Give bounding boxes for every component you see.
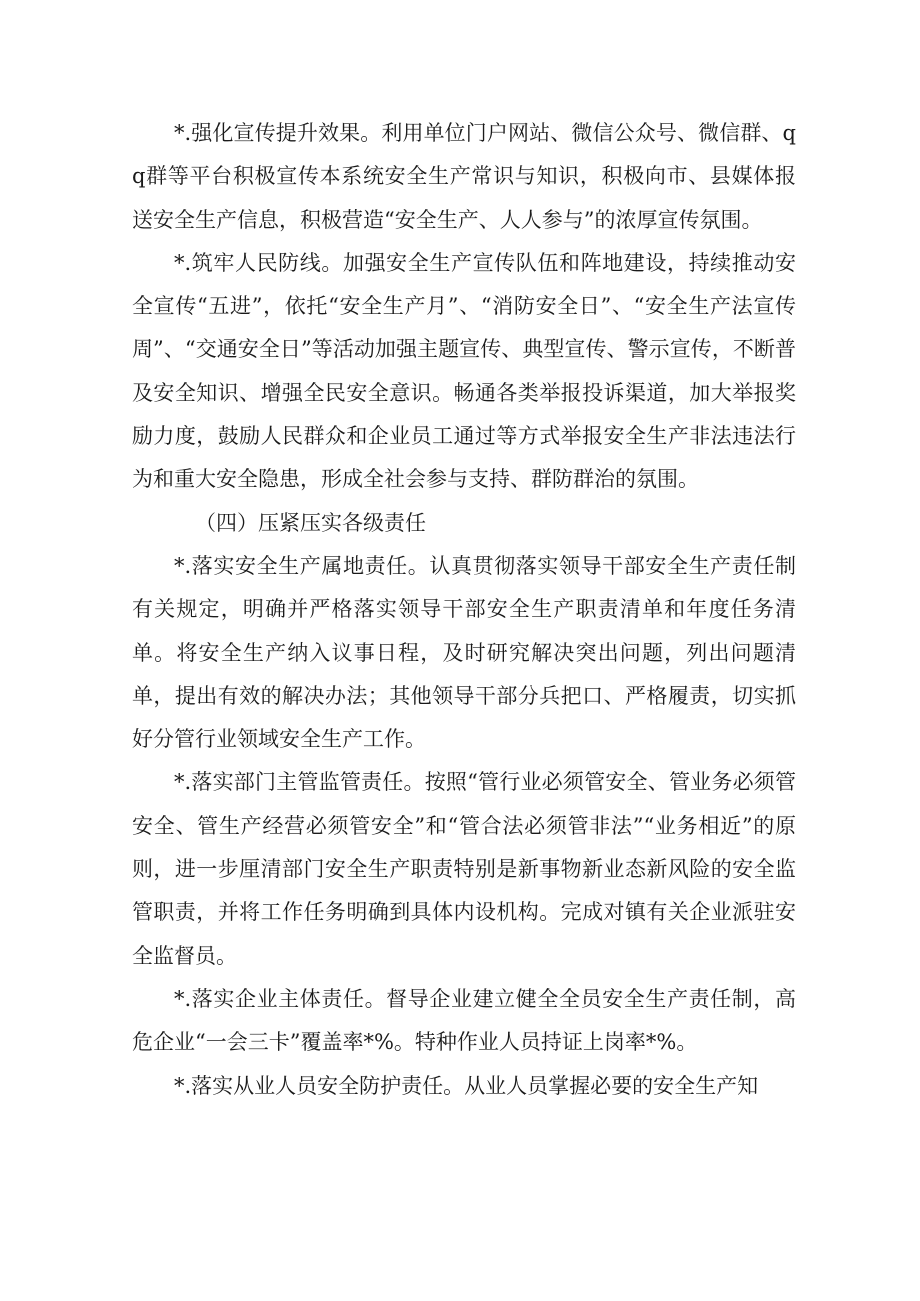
paragraph-department-responsibility: *.落实部门主管监管责任。按照“管行业必须管安全、管业务必须管安全、管生产经营必须管安全”和“管合法必须管非法”“业务相近”的原则，进一步厘清部门安全生产职责特别是新事物新业态新风险的安全监管职责，并将工作任务明确到具体内设机构。完成对镇有关企业派驻安全监督员。: [132, 770, 796, 968]
paragraph-people-defense: *.筑牢人民防线。加强安全生产宣传队伍和阵地建设，持续推动安全宣传“五进”，依托“安全生产月”、“消防安全日”、“安全生产法宣传周”、“交通安全日”等活动加强主题宣传、典型宣传、警示宣传，不断普及安全知识、增强全民安全意识。畅通各类举报投诉渠道，加大举报奖励力度，鼓励人民群众和企业员工通过等方式举报安全生产非法违法行为和重大安全隐患，形成全社会参与支持、群防群治的氛围。: [132, 250, 796, 492]
paragraph-employee-responsibility: *.落实从业人员安全防护责任。从业人员掌握必要的安全生产知: [174, 1073, 759, 1098]
section-heading: （四）压紧压实各级责任: [195, 510, 426, 535]
document-body: [132, 112, 796, 1108]
paragraph-publicity: *.强化宣传提升效果。利用单位门户网站、微信公众号、微信群、qq群等平台积极宣传本系统安全生产常识与知识，积极向市、县媒体报送安全生产信息，积极营造“安全生产、人人参与”的浓厚宣传氛围。: [132, 121, 796, 232]
paragraph-territorial-responsibility: *.落实安全生产属地责任。认真贯彻落实领导干部安全生产责任制有关规定，明确并严格落实领导干部安全生产职责清单和年度任务清单。将安全生产纳入议事日程，及时研究解决突出问题，列出问题清单，提出有效的解决办法；其他领导干部分兵把口、严格履责，切实抓好分管行业领域安全生产工作。: [132, 553, 796, 752]
paragraph-enterprise-responsibility: *.落实企业主体责任。督导企业建立健全全员安全生产责任制，高危企业“一会三卡”覆盖率*%。特种作业人员持证上岗率*%。: [132, 986, 796, 1055]
